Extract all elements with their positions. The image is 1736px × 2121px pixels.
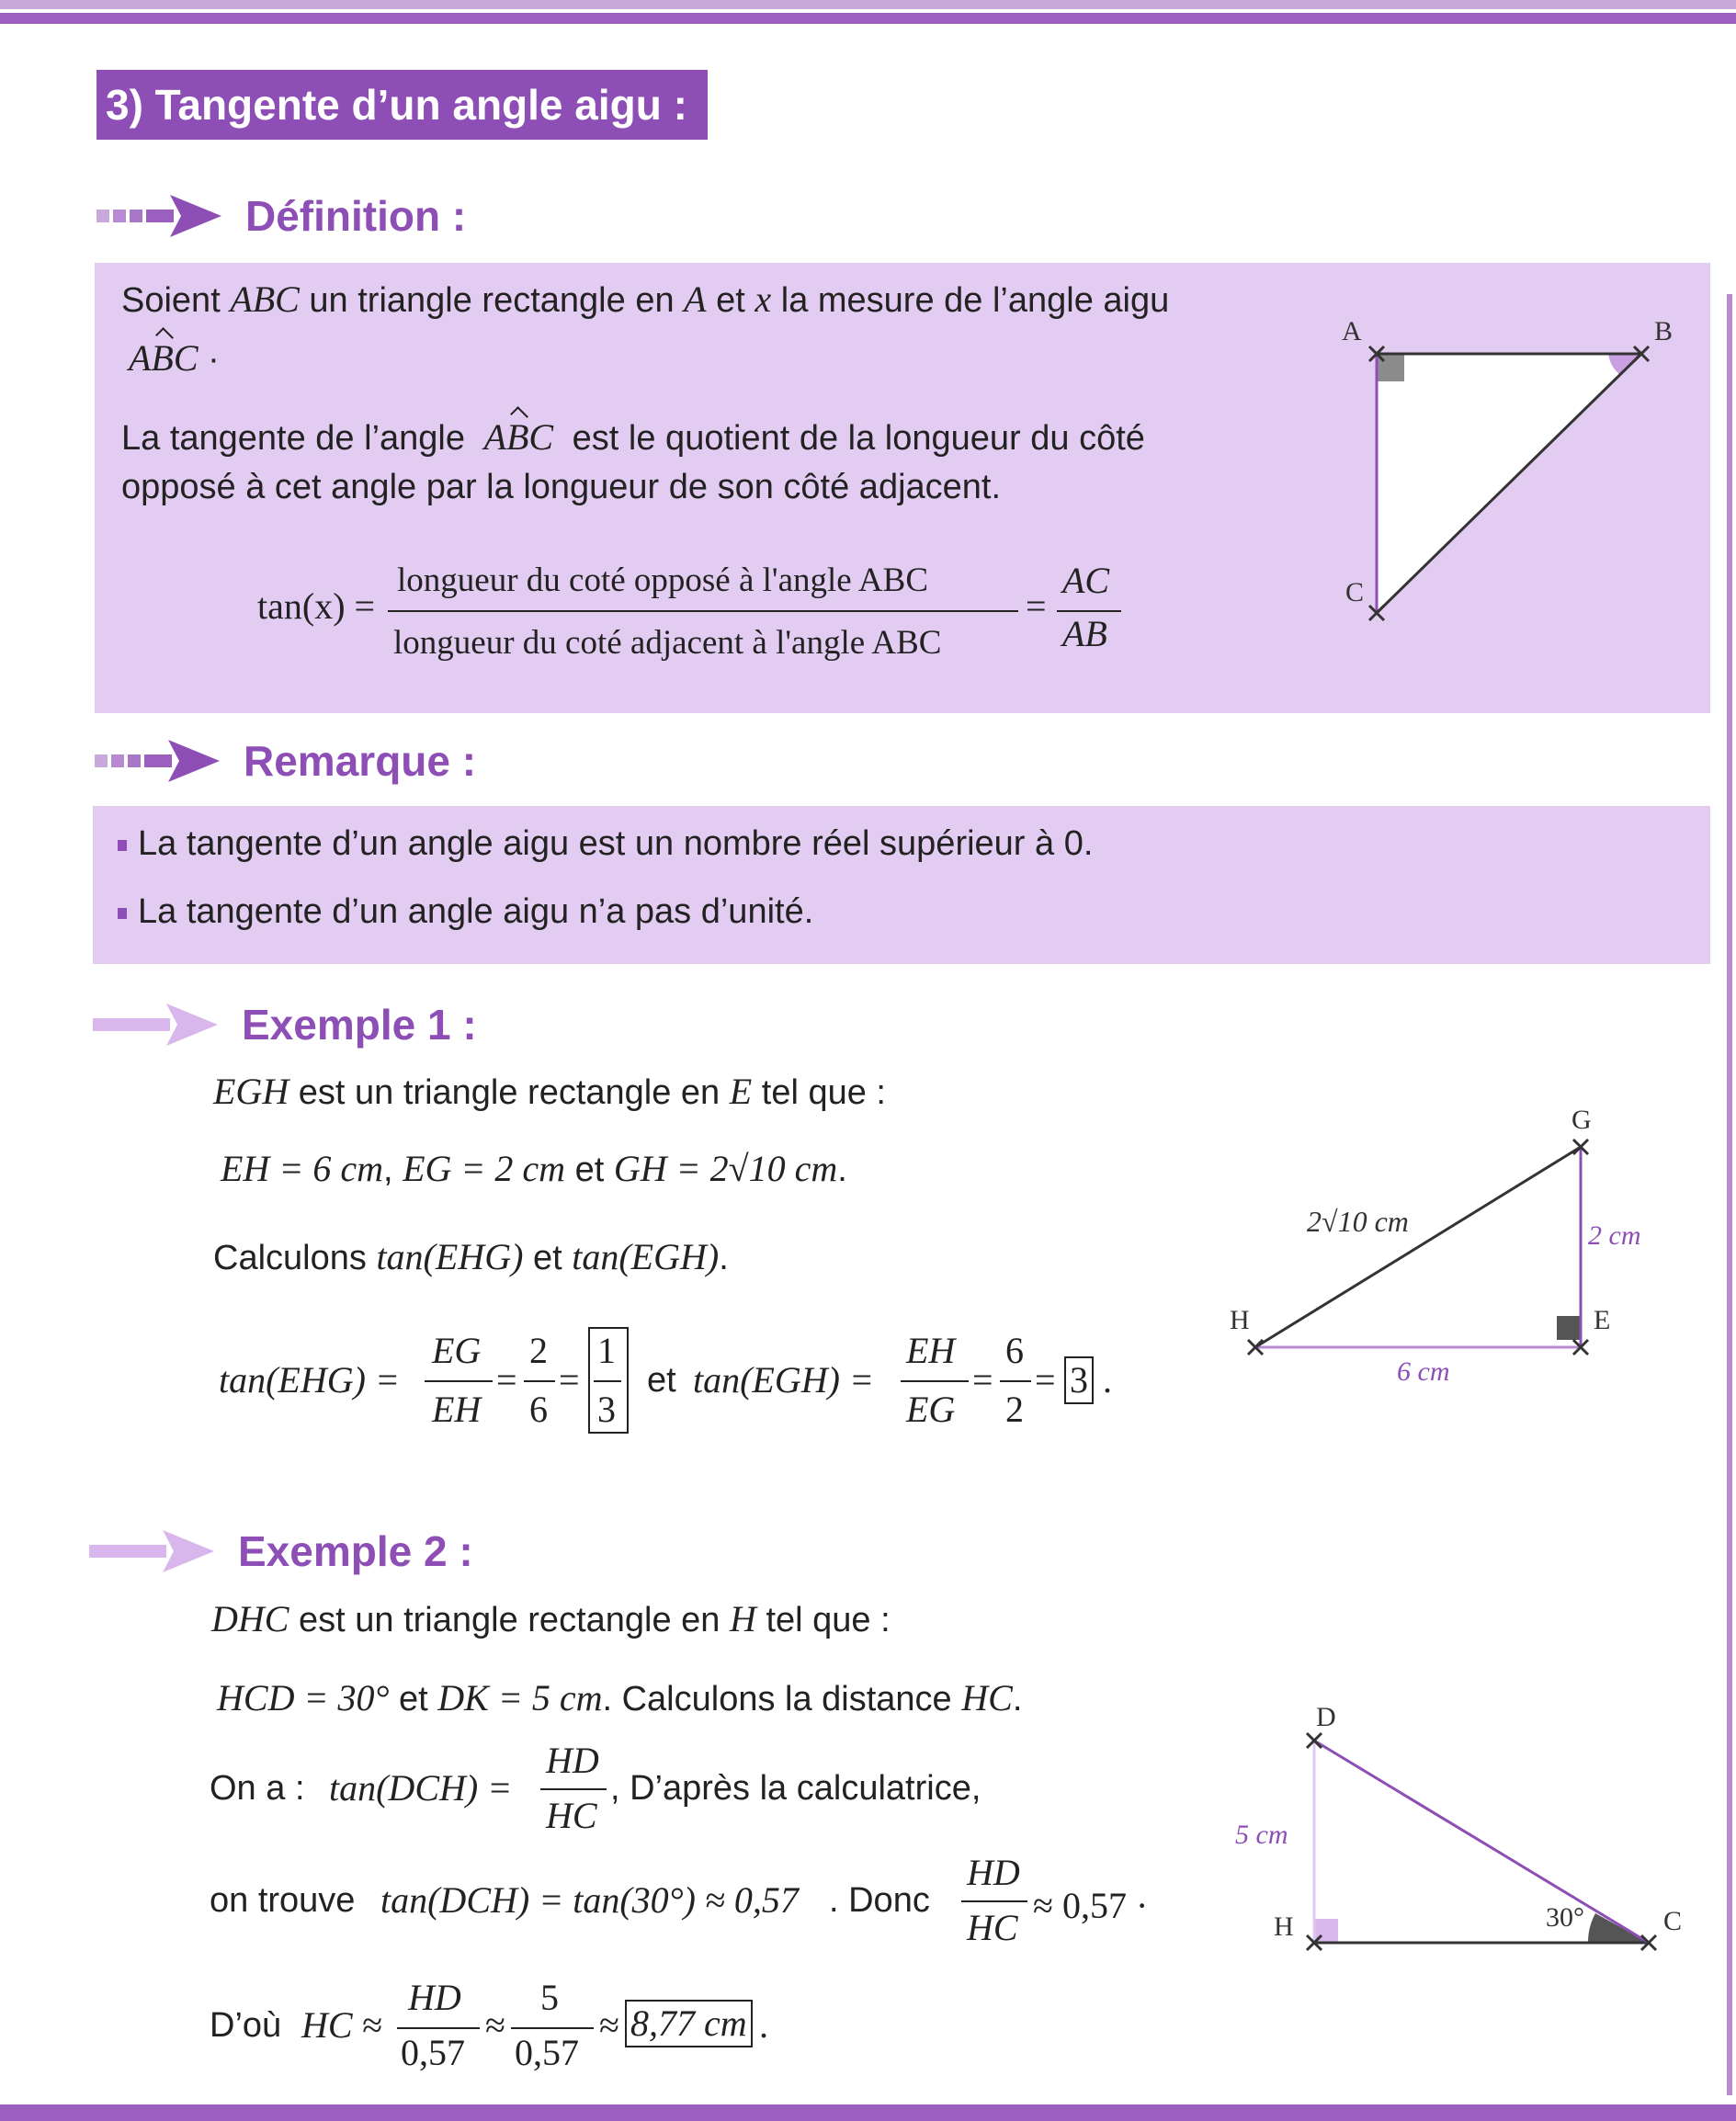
- math-tan-ehg: tan(EHG): [376, 1236, 524, 1277]
- fraction-bar: [524, 1380, 555, 1382]
- math-x: x: [755, 278, 772, 320]
- bullet-icon: [118, 908, 127, 919]
- exemple1-heading-text: Exemple 1 :: [242, 1001, 477, 1049]
- label-side-ge: 2 cm: [1588, 1220, 1641, 1251]
- section-title: 3) Tangente d’un angle aigu :: [96, 70, 708, 140]
- text: ·: [208, 340, 220, 379]
- text: .: [837, 1151, 847, 1189]
- remarque-item-2: [118, 890, 813, 934]
- math-a: A: [684, 278, 707, 320]
- fraction-bar: [961, 1900, 1027, 1902]
- fraction-bar: [540, 1788, 607, 1790]
- text: Soient: [121, 281, 221, 320]
- definition-heading: [96, 188, 466, 244]
- formula-denominator: longueur du coté adjacent à l'angle ABC: [393, 624, 942, 662]
- math-hc-approx: HC ≈: [301, 2004, 382, 2046]
- text: et: [532, 1239, 562, 1277]
- formula-lhs: tan(x) =: [257, 585, 376, 627]
- exemple1-line2: [221, 1147, 847, 1192]
- formula-denominator-2: AB: [1062, 613, 1107, 654]
- exemple1-line3: [213, 1235, 729, 1280]
- math-tan-30: tan(DCH) = tan(30°) ≈ 0,57: [380, 1879, 799, 1921]
- equals: =: [496, 1359, 517, 1401]
- text: tel que :: [766, 1601, 891, 1639]
- fraction-bar: [397, 2027, 480, 2029]
- approx: ≈: [485, 2004, 505, 2046]
- math-abc: ABC: [230, 278, 300, 320]
- text: .: [719, 1239, 729, 1277]
- frac-den: HC: [967, 1907, 1018, 1948]
- frac-num: HD: [546, 1740, 599, 1781]
- fraction-bar: [901, 1380, 969, 1382]
- label-side: 5 cm: [1235, 1820, 1288, 1850]
- remarque-heading: [95, 733, 476, 788]
- definition-line2: [129, 336, 220, 381]
- text-on-trouve: on trouve: [210, 1881, 356, 1920]
- fraction-bar: [388, 610, 1018, 612]
- result-boxed: 3: [1064, 1356, 1094, 1404]
- math-hc: HC: [961, 1677, 1013, 1718]
- approx: ≈: [599, 2004, 619, 2046]
- text: Calculons: [213, 1239, 367, 1277]
- side-dc: [1314, 1741, 1649, 1943]
- text-dou: D’où: [210, 2006, 282, 2045]
- text-et: et: [647, 1361, 676, 1400]
- exemple2-line2: [217, 1676, 1022, 1721]
- fraction-bar: [425, 1380, 493, 1382]
- math-tan-egh: tan(EGH): [572, 1236, 720, 1277]
- frac-den: EH: [432, 1389, 482, 1430]
- frac-num: 5: [540, 1977, 559, 2018]
- right-angle-mark: [1557, 1316, 1581, 1340]
- text: La tangente d’un angle aigu n’a pas d’unité.: [138, 892, 814, 931]
- text: et: [399, 1680, 428, 1718]
- math-approx: ≈ 0,57 ·: [1033, 1885, 1149, 1926]
- arrow-icon: [89, 1528, 218, 1574]
- formula-numerator-2: AC: [1062, 560, 1110, 601]
- exemple2-heading-text: Exemple 2 :: [238, 1527, 473, 1575]
- frac-num: 2: [529, 1330, 548, 1371]
- math-dhc: DHC: [211, 1598, 289, 1639]
- label-c: C: [1345, 577, 1365, 607]
- math-angle-abc: ABC: [483, 416, 554, 458]
- triangle-egh-figure: [1213, 1094, 1691, 1406]
- label-a: A: [1342, 316, 1362, 346]
- exemple2-line1: [211, 1597, 891, 1642]
- label-h: H: [1230, 1305, 1250, 1335]
- text-on-a: On a :: [210, 1769, 305, 1808]
- math-tan-ehg-lhs: tan(EHG) =: [219, 1359, 400, 1401]
- text: ,: [382, 1151, 393, 1189]
- exemple1-line1: [213, 1070, 886, 1115]
- label-angle: 30°: [1546, 1902, 1584, 1933]
- frac-num: EG: [432, 1330, 482, 1371]
- triangle-dhc-figure: [1222, 1691, 1700, 1967]
- bullet-icon: [118, 840, 127, 851]
- label-g: G: [1571, 1105, 1592, 1135]
- label-b: B: [1654, 316, 1674, 346]
- right-edge-line: [1727, 294, 1732, 2095]
- text-donc: . Donc: [829, 1881, 930, 1920]
- arrow-icon: [96, 193, 225, 239]
- text: est le quotient de la longueur du côté: [572, 419, 1145, 458]
- top-accent-bar: [0, 13, 1736, 24]
- text: la mesure de l’angle aigu: [780, 281, 1170, 320]
- remarque-heading-text: Remarque :: [244, 737, 477, 785]
- frac-den: 3: [597, 1389, 616, 1430]
- text-calculatrice: , D’après la calculatrice,: [610, 1769, 981, 1808]
- exemple2-heading: [89, 1524, 473, 1579]
- formula-numerator: longueur du coté opposé à l'angle ABC: [397, 561, 928, 599]
- text: .: [1012, 1680, 1023, 1718]
- equals: =: [559, 1359, 580, 1401]
- text: tel que :: [761, 1073, 886, 1112]
- text: La tangente de l’angle: [121, 419, 465, 458]
- frac-den: 2: [1005, 1389, 1024, 1430]
- frac-num: 6: [1005, 1330, 1024, 1371]
- frac-den: 0,57: [515, 2032, 579, 2073]
- fraction-bar: [511, 2027, 594, 2029]
- side-gh: [1255, 1147, 1581, 1347]
- label-hyp: 2√10 cm: [1307, 1205, 1409, 1238]
- frac-num: HD: [967, 1852, 1020, 1893]
- equals: =: [972, 1359, 993, 1401]
- math-egh: EGH: [213, 1071, 289, 1112]
- exemple1-heading: [93, 997, 477, 1052]
- frac-den: EG: [906, 1389, 956, 1430]
- math-angle-abc: ABC: [129, 337, 199, 379]
- label-d: D: [1316, 1702, 1336, 1732]
- math-eh: EH = 6 cm: [221, 1148, 383, 1189]
- definition-para2-line1: [121, 415, 1145, 460]
- arrow-icon: [93, 1002, 221, 1048]
- frac-den: 0,57: [401, 2032, 465, 2073]
- math-eg: EG = 2 cm: [403, 1148, 566, 1189]
- definition-heading-text: Définition :: [245, 192, 467, 240]
- arrow-icon: [95, 738, 223, 784]
- math-h: H: [730, 1598, 756, 1639]
- equals: =: [1035, 1359, 1056, 1401]
- label-h: H: [1274, 1911, 1294, 1942]
- label-side-he: 6 cm: [1397, 1356, 1450, 1387]
- label-e: E: [1594, 1305, 1611, 1335]
- text: . Calculons la distance: [602, 1680, 952, 1718]
- frac-den: HC: [546, 1795, 597, 1836]
- bottom-accent-bar: [0, 2104, 1736, 2121]
- text: et: [574, 1151, 605, 1189]
- text: un triangle rectangle en: [309, 281, 675, 320]
- text-dot: .: [759, 2004, 768, 2046]
- formula-equals: =: [1026, 585, 1047, 627]
- text: est un triangle rectangle en: [299, 1601, 720, 1639]
- math-hcd: HCD = 30°: [217, 1677, 390, 1718]
- result-boxed: 8,77 cm: [625, 2000, 753, 2047]
- math-e: E: [729, 1071, 753, 1112]
- fraction-bar: [594, 1380, 621, 1382]
- fraction-bar: [1000, 1380, 1031, 1382]
- text: et: [716, 281, 745, 320]
- remarque-item-1: [118, 822, 1093, 866]
- math-tan-egh-lhs: tan(EGH) =: [693, 1359, 874, 1401]
- frac-den: 6: [529, 1389, 548, 1430]
- math-gh: GH = 2√10 cm: [613, 1148, 838, 1189]
- triangle-abc-figure: [1323, 312, 1691, 625]
- text: est un triangle rectangle en: [298, 1073, 720, 1112]
- top-decor-bar: [0, 0, 1736, 9]
- text: La tangente d’un angle aigu est un nombre réel supérieur à 0.: [138, 824, 1094, 863]
- definition-para2-line2: opposé à cet angle par la longueur de son côté adjacent.: [121, 468, 1002, 506]
- definition-line1: [121, 278, 1169, 323]
- math-tan-dch: tan(DCH) =: [329, 1767, 513, 1809]
- label-c: C: [1663, 1906, 1683, 1936]
- math-dk: DK = 5 cm: [437, 1677, 603, 1718]
- text-dot: .: [1103, 1359, 1112, 1401]
- frac-num: EH: [906, 1330, 956, 1371]
- frac-num: HD: [408, 1977, 461, 2018]
- frac-num: 1: [597, 1330, 616, 1371]
